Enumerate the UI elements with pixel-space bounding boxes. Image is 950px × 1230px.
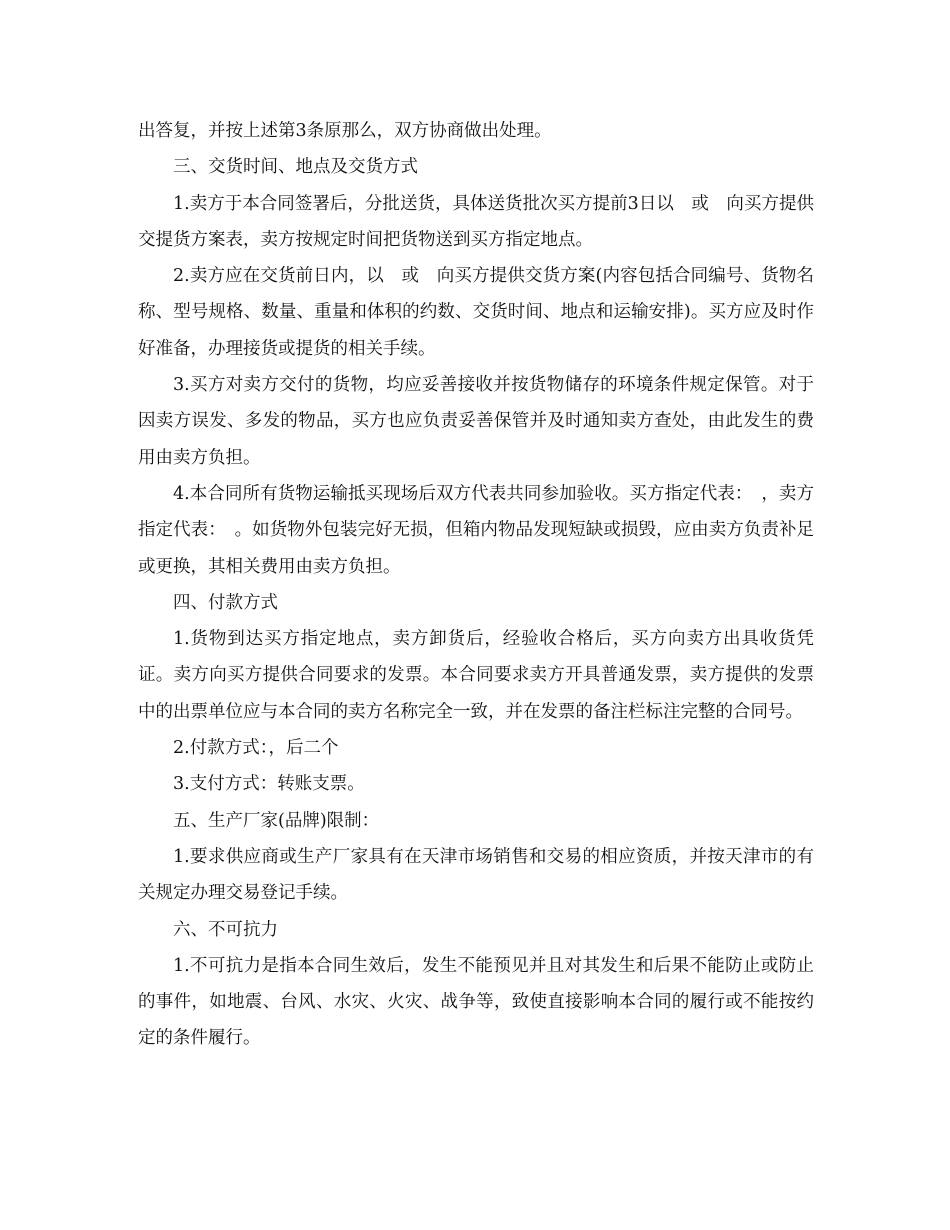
paragraph-manufacturer-1: 1.要求供应商或生产厂家具有在天津市场销售和交易的相应资质，并按天津市的有关规定办理交易登记手续。: [138, 846, 814, 904]
section-heading-payment: 四、付款方式: [173, 592, 278, 613]
paragraph-payment-1: 1.货物到达买方指定地点，卖方卸货后，经验收合格后，买方向卖方出具收货凭证。卖方向买方提供合同要求的发票。本合同要求卖方开具普通发票，卖方提供的发票中的出票单位应与本合同的卖方名称完全一致，并在发票的备注栏标注完整的合同号。: [138, 629, 814, 722]
document-body: [138, 113, 814, 1057]
paragraph-force-majeure-1: 1.不可抗力是指本合同生效后，发生不能预见并且对其发生和后果不能防止或防止的事件，如地震、台风、水灾、火灾、战争等，致使直接影响本合同的履行或不能按约定的条件履行。: [138, 955, 814, 1049]
paragraph-delivery-2: 2.卖方应在交货前日内，以 或 向买方提供交货方案(内容包括合同编号、货物名称、型号规格、数量、重量和体积的约数、交货时间、地点和运输安排)。买方应及时作好准备，办理接货或提货的相关手续。: [138, 266, 814, 359]
paragraph-continuation: 出答复，并按上述第3条原那么，双方协商做出处理。: [138, 121, 552, 141]
paragraph-delivery-1: 1.卖方于本合同签署后，分批送货，具体送货批次买方提前3日以 或 向买方提供交提货方案表，卖方按规定时间把货物送到买方指定地点。: [138, 193, 814, 250]
section-heading-manufacturer: 五、生产厂家(品牌)限制：: [173, 810, 380, 831]
paragraph-payment-3: 3.支付方式：转账支票。: [173, 774, 365, 795]
paragraph-delivery-4: 4.本合同所有货物运输抵买现场后双方代表共同参加验收。买方指定代表： ，卖方指定代表： 。如货物外包装完好无损，但箱内物品发现短缺或损毁，应由卖方负责补足或更换，其相关费用由卖方负担。: [138, 483, 814, 577]
section-heading-force-majeure: 六、不可抗力: [173, 919, 278, 940]
paragraph-payment-2: 2.付款方式：，后二个: [173, 738, 339, 759]
section-heading-delivery: 三、交货时间、地点及交货方式: [173, 157, 418, 178]
paragraph-delivery-3: 3.买方对卖方交付的货物，均应妥善接收并按货物储存的环境条件规定保管。对于因卖方误发、多发的物品，买方也应负责妥善保管并及时通知卖方查处，由此发生的费用由卖方负担。: [138, 375, 814, 468]
